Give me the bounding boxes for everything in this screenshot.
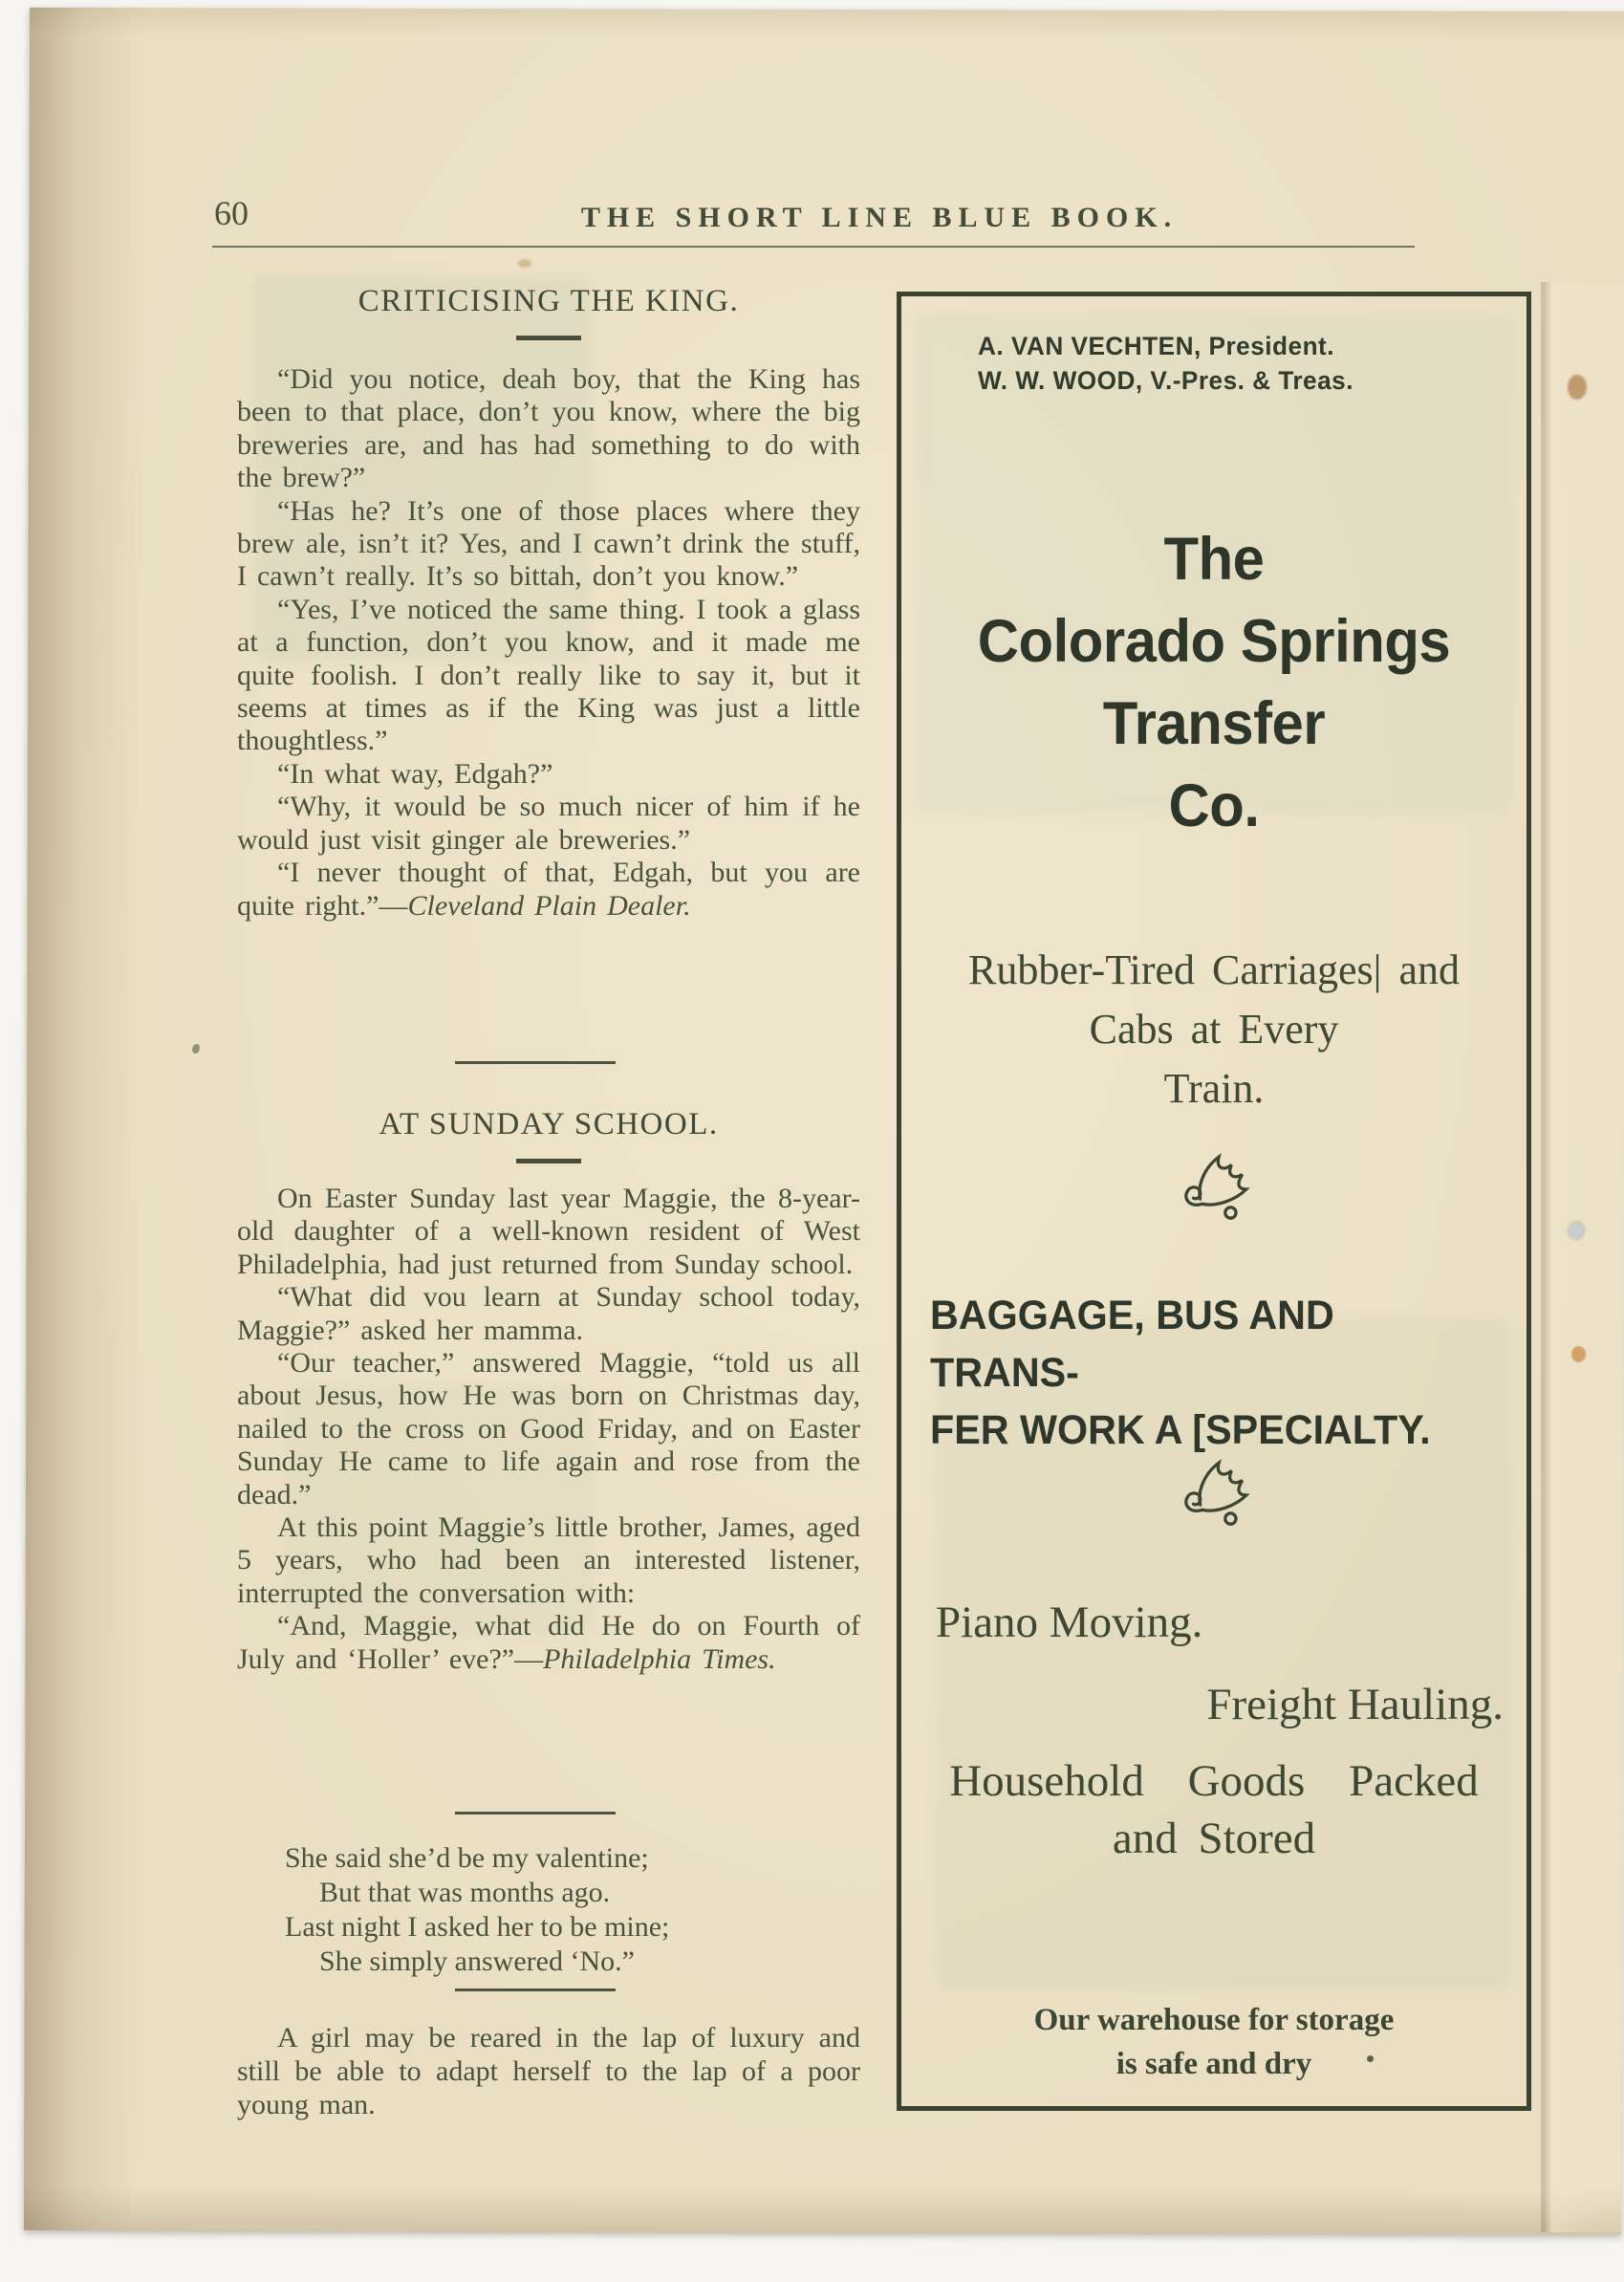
baggage-line: BAGGAGE, BUS AND TRANS-	[930, 1293, 1334, 1396]
service-line: Train.	[1163, 1065, 1265, 1112]
warehouse-line: Our warehouse for storage	[1033, 2003, 1395, 2037]
story-paragraph: At this point Maggie’s little brother, James, aged 5 years, who had been an interested listener, interrupted the conversation with:	[237, 1511, 860, 1609]
story-paragraph: “Has he? It’s one of those places where they brew ale, isn’t it? Yes, and I cawn’t drink the stuff, I cawn’t really. It’s so bittah, don’t you know.”	[237, 494, 860, 593]
ad-baggage-text	[930, 1287, 1484, 1459]
running-title: THE SHORT LINE BLUE BOOK.	[580, 202, 1179, 233]
story-heading: CRITICISING THE KING.	[357, 284, 740, 318]
ad-officer-line: W. W. WOOD, V.-Pres. & Treas.	[978, 366, 1353, 395]
story-attribution	[237, 1610, 860, 1676]
story-paragraph: “Why, it would be so much nicer of him if he would just visit ginger ale breweries.”	[237, 791, 860, 856]
ad-officers	[978, 329, 1353, 398]
company-name-line: The	[1163, 526, 1265, 593]
attribution-source: Cleveland Plain Dealer.	[407, 889, 691, 922]
freight-line: Freight Hauling.	[1206, 1680, 1504, 1729]
closing-item	[237, 2021, 860, 2121]
ad-officer-line: A. VAN VECHTEN, President.	[978, 332, 1335, 360]
poem-line: But that was months ago.	[319, 1877, 611, 1908]
heading-dash	[516, 336, 581, 340]
story-heading: AT SUNDAY SCHOOL.	[379, 1107, 719, 1141]
company-name-line: Colorado Springs	[977, 608, 1451, 675]
heading-dash	[516, 1159, 581, 1163]
household-line: and Stored	[1112, 1814, 1316, 1863]
company-name-line: Co.	[1168, 772, 1260, 839]
page-number: 60	[214, 194, 249, 232]
section-divider	[455, 1812, 616, 1815]
ad-company-name	[917, 518, 1510, 847]
story-paragraph: “Did you notice, deah boy, that the King has been to that place, don’t you know, where the big breweries are, and has had something to do with the brew?”	[237, 363, 860, 494]
service-line: Rubber-Tired Carriages| and	[968, 946, 1460, 993]
attribution-source: Philadelphia Times.	[543, 1642, 776, 1675]
header-rule	[212, 246, 1415, 248]
closing-paragraph: A girl may be reared in the lap of luxury and still be able to adapt herself to the lap of a poor young man.	[237, 2022, 860, 2120]
advertisement-box	[897, 292, 1531, 2111]
section-divider	[455, 1061, 616, 1064]
story-paragraph: “Our teacher,” answered Maggie, “told us all about Jesus, how He was born on Christmas day, nailed to the cross on Good Friday, and on Easter Sunday He came to life again and rose from the dead.”	[237, 1347, 860, 1510]
baggage-line: FER WORK A [SPECIALTY.	[930, 1407, 1431, 1453]
story-paragraph: On Easter Sunday last year Maggie, the 8-year-old daughter of a well-known resident of West Philadelphia, had just returned from Sunday school.	[237, 1183, 860, 1280]
story-attribution	[237, 857, 860, 923]
poem-line: She simply answered ‘No.”	[319, 1945, 635, 1977]
section-divider	[455, 1989, 616, 1991]
fleuron-icon	[901, 1149, 1527, 1236]
warehouse-line: is safe and dry	[1115, 2047, 1312, 2081]
company-name-line: Transfer	[1102, 690, 1326, 757]
story-paragraph: “In what way, Edgah?”	[277, 757, 553, 790]
attribution-text: “And, Maggie, what did He do on Fourth of July and ‘Holler’ eve?”—	[237, 1610, 860, 1675]
poem-line: She said she’d be my valentine;	[285, 1842, 649, 1874]
ad-service-text	[901, 941, 1527, 1119]
poem-line: Last night I asked her to be mine;	[285, 1911, 670, 1943]
service-line: Cabs at Every	[1089, 1006, 1339, 1053]
story-paragraph: “What did vou learn at Sunday school today, Maggie?” asked her mamma.	[237, 1281, 860, 1346]
valentine-poem	[285, 1841, 858, 1979]
household-line: Household Goods Packed	[949, 1756, 1479, 1806]
fleuron-icon	[901, 1455, 1527, 1542]
ad-warehouse-text	[901, 1998, 1527, 2086]
story-paragraph: “Yes, I’ve noticed the same thing. I took a glass at a function, don’t you know, and it made me quite foolish. I don’t really like to say it, but it seems at times as if the King was just a little thoughtless.”	[237, 593, 860, 757]
piano-line: Piano Moving.	[936, 1597, 1203, 1647]
attribution-text: “I never thought of that, Edgah, but you are quite right.”—	[237, 857, 860, 922]
story-criticising-the-king	[237, 284, 860, 923]
story-at-sunday-school	[237, 1107, 860, 1676]
